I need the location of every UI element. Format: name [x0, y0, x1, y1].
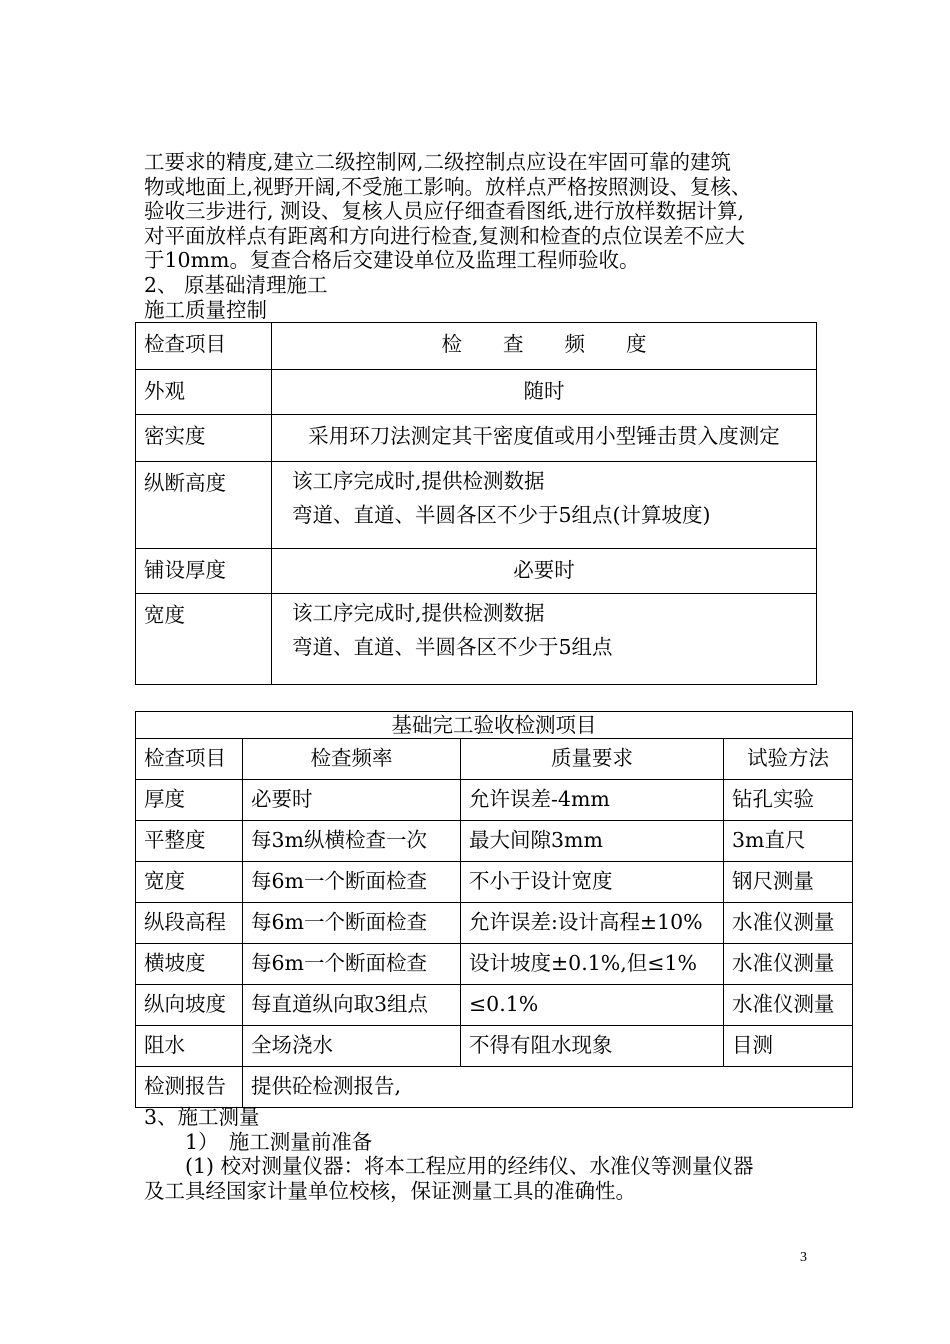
table-cell: 外观 — [136, 370, 272, 415]
table-cell: 水准仪测量 — [724, 944, 853, 985]
body-line: (1) 校对测量仪器：将本工程应用的经纬仪、水准仪等测量仪器 — [144, 1154, 754, 1179]
table-cell: 提供砼检测报告, — [243, 1067, 853, 1108]
table-cell: 宽度 — [136, 594, 272, 685]
intro-line: 工要求的精度,建立二级控制网,二级控制点应设在牢固可靠的建筑 — [144, 150, 732, 174]
table-cell: 每6m一个断面检查 — [243, 862, 461, 903]
table-cell: 允许误差:设计高程±10% — [461, 903, 724, 944]
quality-control-table — [135, 322, 817, 685]
table-row — [136, 594, 817, 685]
table-cell: 宽度 — [136, 862, 243, 903]
table-title: 基础完工验收检测项目 — [136, 712, 853, 739]
table-cell: 厚度 — [136, 780, 243, 821]
cell-line: 该工序完成时,提供检测数据 — [292, 469, 545, 493]
section-heading: 2、 原基础清理施工 — [144, 272, 328, 297]
table-row — [136, 944, 853, 985]
table-cell: 目测 — [724, 1026, 853, 1067]
table-cell: 钻孔实验 — [724, 780, 853, 821]
table-cell: 必要时 — [272, 549, 817, 594]
table-row — [136, 985, 853, 1026]
table-row — [136, 862, 853, 903]
table-row — [136, 370, 817, 415]
table-cell: 水准仪测量 — [724, 985, 853, 1026]
table-cell: 铺设厚度 — [136, 549, 272, 594]
outro-paragraph — [144, 1105, 824, 1203]
table-cell: 每6m一个断面检查 — [243, 903, 461, 944]
table-cell: ≤0.1% — [461, 985, 724, 1026]
intro-line: 验收三步进行, 测设、复核人员应仔细查看图纸,进行放样数据计算, — [144, 199, 745, 224]
header-cell: 检查项目 — [136, 323, 272, 370]
header-cell: 试验方法 — [724, 739, 853, 780]
table-cell: 水准仪测量 — [724, 903, 853, 944]
acceptance-table — [135, 711, 853, 1108]
table-cell: 每直道纵向取3组点 — [243, 985, 461, 1026]
table-cell: 纵向坡度 — [136, 985, 243, 1026]
table-row — [136, 549, 817, 594]
table-cell: 纵断高度 — [136, 462, 272, 549]
table-cell: 不小于设计宽度 — [461, 862, 724, 903]
table-cell: 钢尺测量 — [724, 862, 853, 903]
table-cell: 必要时 — [243, 780, 461, 821]
intro-line: 物或地面上,视野开阔,不受施工影响。放样点严格按照测设、复核、 — [144, 174, 752, 199]
table-cell: 密实度 — [136, 415, 272, 462]
intro-line: 对平面放样点有距离和方向进行检查,复测和检查的点位误差不应大 — [144, 223, 746, 248]
table-cell: 3m直尺 — [724, 821, 853, 862]
table-cell: 设计坡度±0.1%,但≤1% — [461, 944, 724, 985]
table-row — [136, 821, 853, 862]
intro-line: 于10mm。复查合格后交建设单位及监理工程师验收。 — [144, 248, 640, 273]
subsection-heading: 施工质量控制 — [144, 297, 267, 322]
table-row — [136, 780, 853, 821]
table-row — [136, 903, 853, 944]
page-number: 3 — [800, 1250, 807, 1265]
table-row — [136, 1026, 853, 1067]
body-line: 及工具经国家计量单位校核，保证测量工具的准确性。 — [144, 1178, 636, 1203]
table-cell: 允许误差-4mm — [461, 780, 724, 821]
header-cell: 检查频率 — [243, 739, 461, 780]
table-title-row — [136, 712, 853, 739]
intro-paragraph — [144, 150, 824, 322]
cell-line: 弯道、直道、半圆各区不少于5组点 — [292, 635, 613, 659]
table-cell: 最大间隙3mm — [461, 821, 724, 862]
table-cell: 阻水 — [136, 1026, 243, 1067]
cell-line: 该工序完成时,提供检测数据 — [292, 601, 545, 625]
table-cell: 不得有阻水现象 — [461, 1026, 724, 1067]
table-header-row — [136, 323, 817, 370]
table-cell: 纵段高程 — [136, 903, 243, 944]
table-row — [136, 462, 817, 549]
table-row — [136, 415, 817, 462]
cell-line: 弯道、直道、半圆各区不少于5组点(计算坡度) — [292, 503, 711, 527]
table-cell: 平整度 — [136, 821, 243, 862]
table-cell: 每6m一个断面检查 — [243, 944, 461, 985]
header-cell: 检查项目 — [136, 739, 243, 780]
table-cell — [272, 462, 817, 549]
table-header-row — [136, 739, 853, 780]
table-cell: 全场浇水 — [243, 1026, 461, 1067]
table-cell: 横坡度 — [136, 944, 243, 985]
header-cell: 检 查 频 度 — [272, 323, 817, 370]
table-cell: 检测报告 — [136, 1067, 243, 1108]
table-cell — [272, 594, 817, 685]
table-cell: 每3m纵横检查一次 — [243, 821, 461, 862]
section-heading: 3、施工测量 — [144, 1105, 260, 1129]
table-cell: 随时 — [272, 370, 817, 415]
subsection-heading: 1） 施工测量前准备 — [144, 1129, 373, 1154]
table-row — [136, 1067, 853, 1108]
header-cell: 质量要求 — [461, 739, 724, 780]
table-cell: 采用环刀法测定其干密度值或用小型锤击贯入度测定 — [272, 415, 817, 462]
